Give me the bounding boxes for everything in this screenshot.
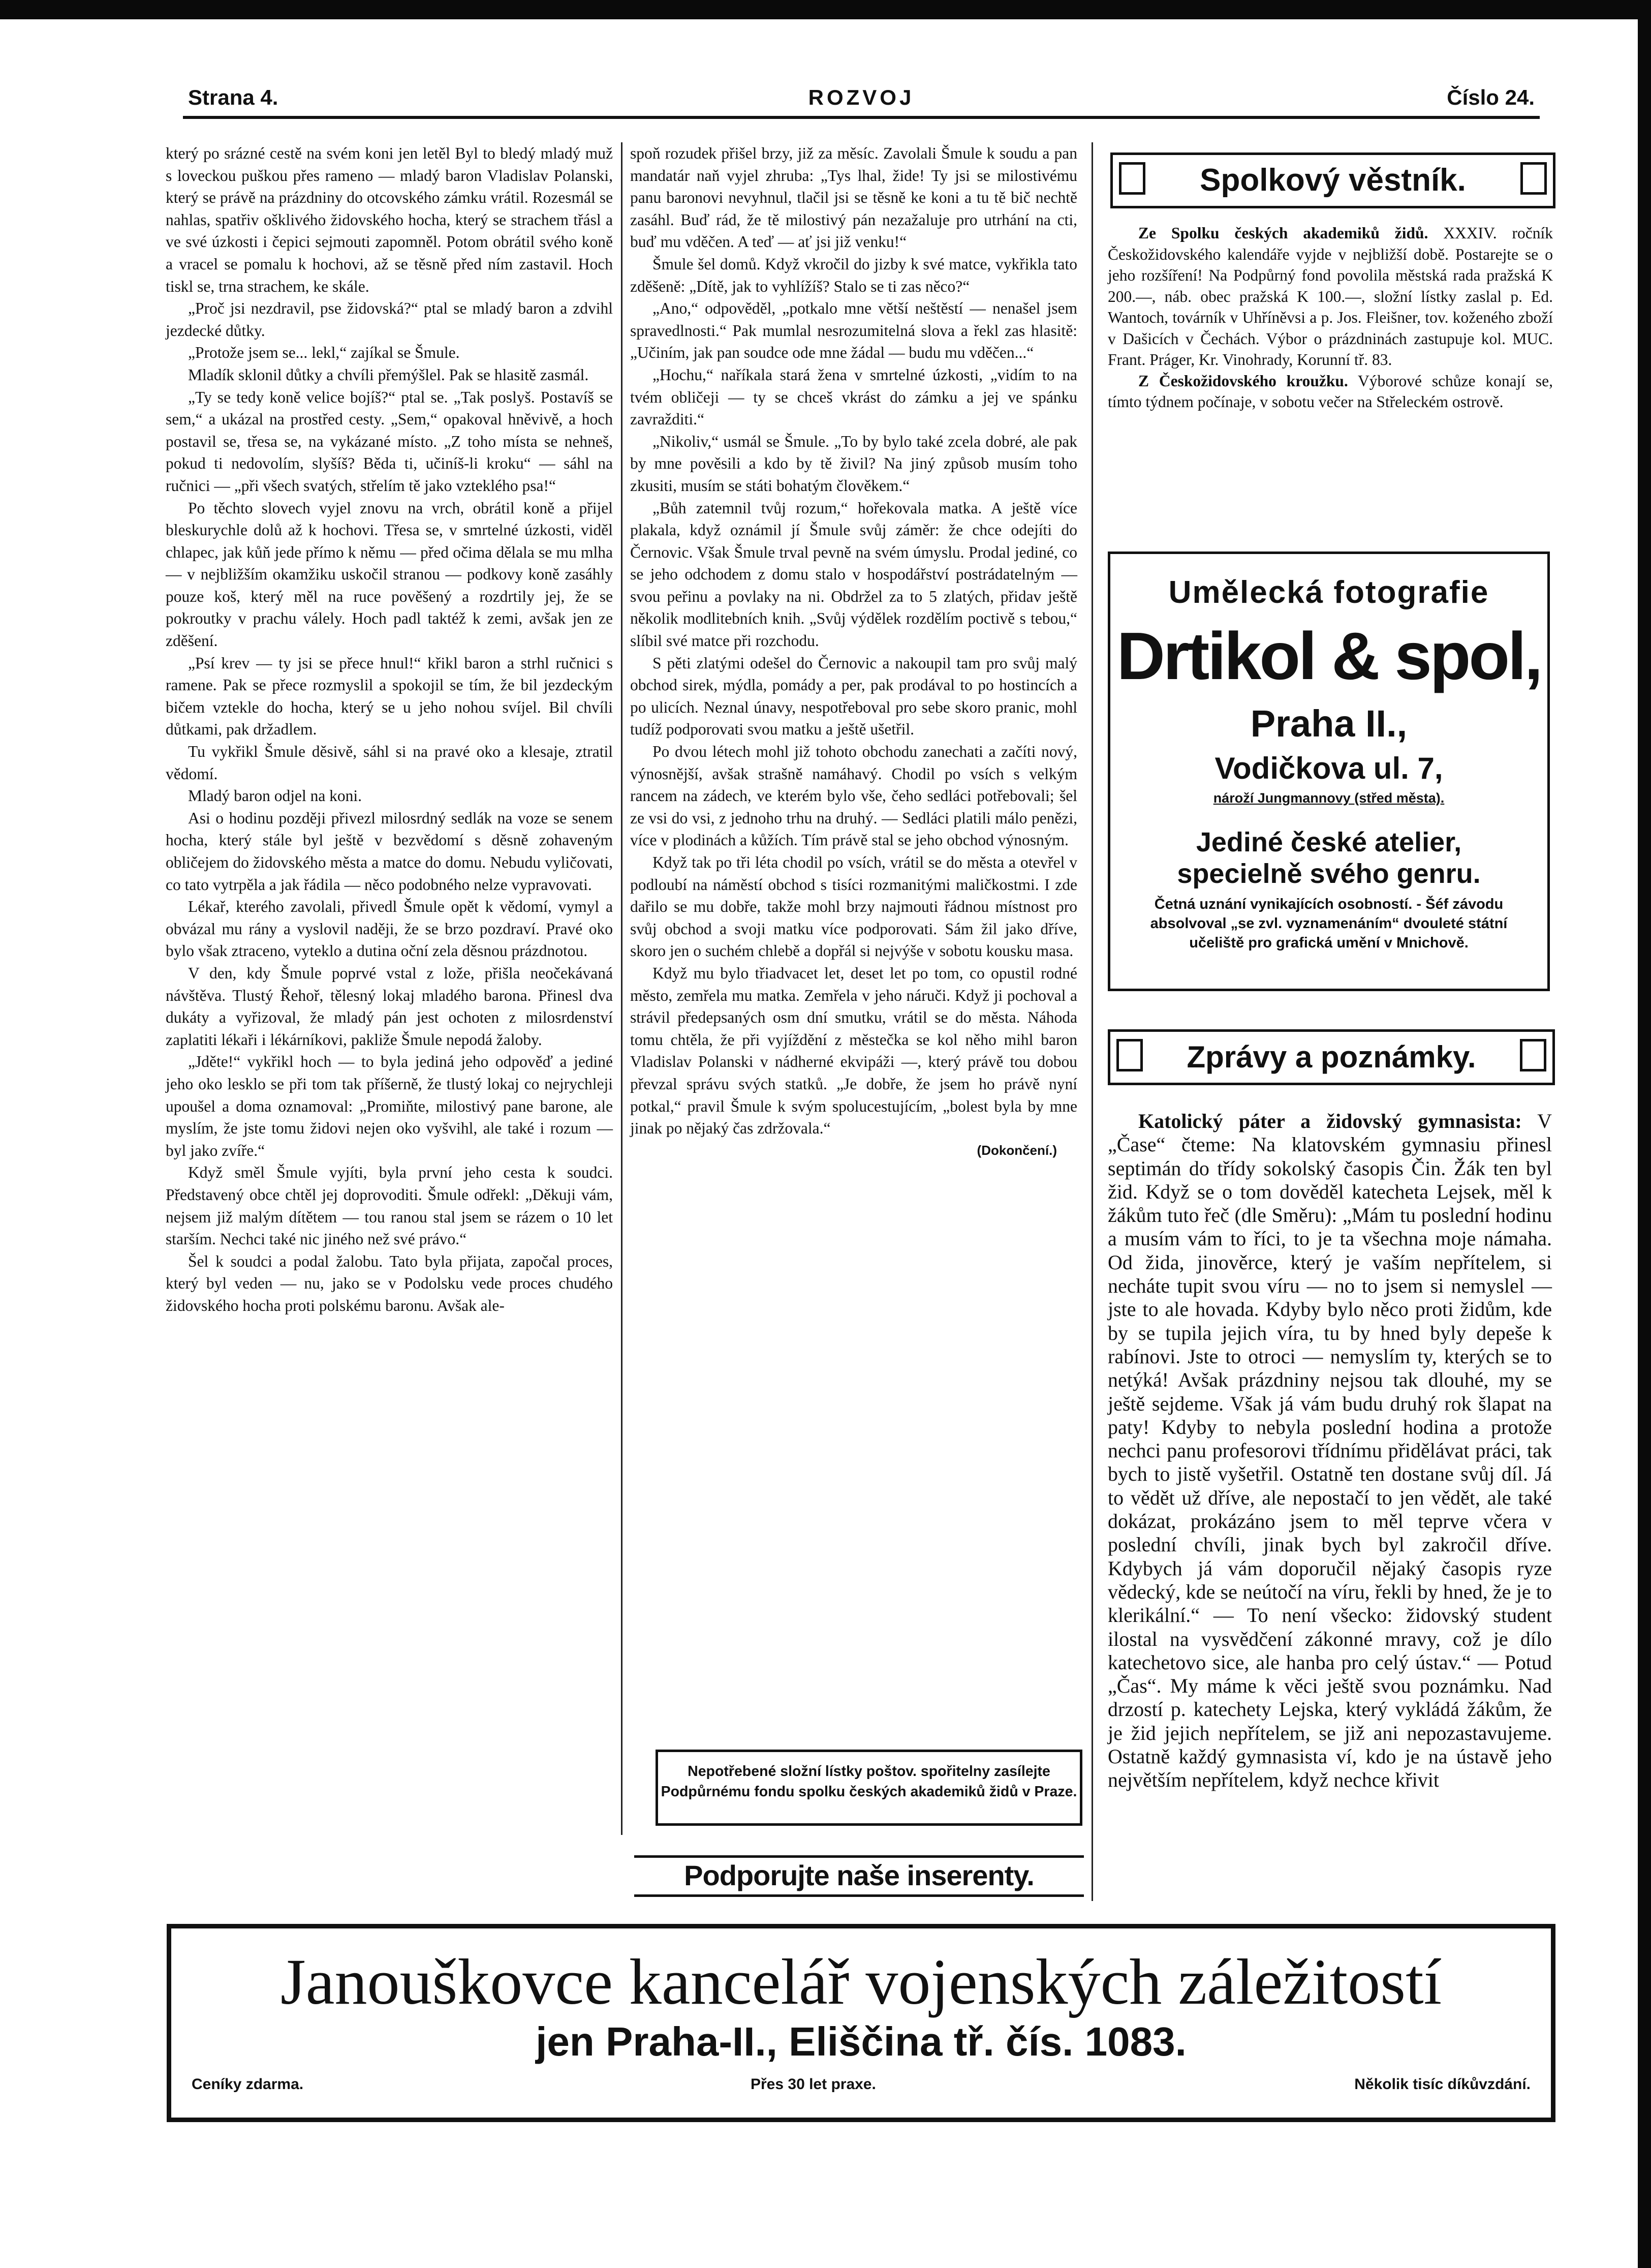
- photo-studio-ad: [1108, 551, 1550, 991]
- paragraph: „Hochu,“ naříkala stará žena v smrtelné úzkosti, „vidím to na tvém obličeji — ty se chceš vkrást do zámku a jej ve spánku zavražditi.“: [630, 365, 1077, 428]
- paragraph: „Bůh zatemnil tvůj rozum,“ hořekovala matka. A ještě více plakala, když oznámil jí Šmule svůj záměr: že chce odejíti do Černovic. Však Šmule trval pevně na svém úmyslu. Prodal jediné, co se jeho odchodem z domu stalo v hospodářství postrádatelným — svou peřinu a povlaky na ni. Obdržel za to 5 zlatých, přidav ještě několik modlitebních knih. „Svůj výdělek rozdělím poctivě s tebou,“ slíbil své matce při rozchodu.: [630, 499, 1077, 650]
- spolkovy-body: [1108, 223, 1553, 413]
- paragraph: Tu vykřikl Šmule děsivě, sáhl si na pravé oko a klesaje, ztratil vědomí.: [166, 743, 613, 783]
- ad-footer-left: Ceníky zdarma.: [192, 2076, 304, 2093]
- paragraph: S pěti zlatými odešel do Černovic a nakoupil tam pro svůj malý obchod sirek, mýdla, pomády a per, pak prodával to po hostincích a po ulicích. Neznal únavy, nespotřeboval pro sebe skoro pranic, mohl tudíž podporovati svou matku a ještě ušetřil.: [630, 654, 1077, 739]
- paragraph: „Ano,“ odpověděl, „potkalo mne větší neštěstí — nenašel jsem spravedlnosti.“ Pak mumlal nesrozumitelná slova a řekl zas hlasitě: „Učiním, jak pan soudce ode mne žádal — budu mu vděčen...“: [630, 299, 1077, 362]
- ad-footer-center: Přes 30 let praxe.: [751, 2076, 876, 2093]
- square-ornament-icon: [1119, 162, 1145, 195]
- fund-notice-box: Nepotřebené složní lístky poštov. spořitelny zasílejte Podpůrnému fondu spolku českých akademiků židů v Praze.: [656, 1750, 1082, 1826]
- spolkovy-title-box: [1110, 152, 1555, 208]
- notice-heading: Ze Spolku českých akademiků židů.: [1138, 224, 1428, 242]
- section-title: Spolkový věstník.: [1200, 163, 1466, 198]
- ad-line: Umělecká fotografie: [1168, 575, 1489, 610]
- article-text: V „Čase“ čteme: Na klatovském gymnasiu přinesl septimán do třídy sokolský časopis Čin. Žák ten byl žid. Když se o tom dověděl katecheta Lejsek, měl k žákům tuto řeč (dle Směru): „Mám tu poslední hodinu a musím vám to říci, to je ta všechna moje námaha. Od žida, jinověrce, který je vaším nepřítelem, si necháte tupit svou víru — no to jsem si nemyslel — jste to ale hovada. Kdyby bylo něco proti židům, kde by se tupila jejich víra, tu by hned byly depeše k rabínovi. Jste to otroci — nemyslím ty, kterých se to netýká! Avšak prázdniny nejsou tak dlouhé, my se ještě sejdeme. Však já vám budu druhý rok šlapat na paty! Kdyby to nebyla poslední hodina a protože nechci panu profesorovi třídnímu přidělávat práci, tak bych to jistě vyšetřil. Ostatně ten dostane svůj díl. Já to vědět už dříve, ale nepostačí to jen vědět, ale také dokázat, prokázáno jsem to měl teprve včera v poslední chvíli, jinak bych byl zakročil dříve. Kdybych já vám doporučil nějaký časopis ryze vědecký, kde se neútočí na víru, řekli by hned, že je to klerikální.“ — To není všecko: židovský student ilostal na vysvědčení zákonné mravy, což je dílo katechetovo sice, ale hanba pro celý ústav.“ — Potud „Čas“. My máme k věci ještě svou poznámku. Nad drzostí p. katechety Lejska, který vykládá žákům, že je žid jejich nepřítelem, se již ani nepozastavujeme. Ostatně každý gymnasista ví, kdo je na ústavě jeho největším nepřítelem, když nechce křivit: [1108, 1110, 1552, 1792]
- story-column-2: [630, 142, 1077, 1161]
- paragraph: spoň rozudek přišel brzy, již za měsíc. Zavolali Šmule k soudu a pan mandatár naň vyjel zhruba: „Tys lhal, žide! Ty jsi se milostivému panu baronovi nevyhnul, tlačil jsi se těsně ke koni a tu tě bič nechtě zasáhl. Buď rád, že tě milostivý pán nezažaluje pro utrhání na cti, buď mu vděčen. A teď — ať jsi již venku!“: [630, 144, 1077, 251]
- paragraph: V den, kdy Šmule poprvé vstal z lože, přišla neočekávaná návštěva. Tlustý Řehoř, tělesný lokaj mladého barona. Přinesl dva dukáty a vyřizoval, že mladý pán jest ochoten z milosrdenství zaplatiti lékaři i lékárníkovi, pakliže Šmule nepodá žaloby.: [166, 964, 613, 1049]
- paragraph: „Protože jsem se... lekl,“ zajíkal se Šmule.: [188, 344, 460, 362]
- square-ornament-icon: [1520, 1039, 1546, 1071]
- notice-heading: Z Českožidovského kroužku.: [1138, 372, 1348, 390]
- paragraph: Šmule šel domů. Když vkročil do jizby k své matce, vykřikla tato zděšeně: „Dítě, jak to vyhlížíš? Stalo se ti zas něco?“: [630, 255, 1077, 295]
- ad-line: Vodičkova ul. 7,: [1214, 751, 1443, 785]
- ad-studio-name: Drtikol & spol,: [1116, 619, 1541, 693]
- ad-line: Jediné české atelier,: [1196, 827, 1462, 857]
- column-divider: [621, 142, 622, 1835]
- square-ornament-icon: [1116, 1039, 1143, 1071]
- story-column-1: [166, 142, 613, 1316]
- paragraph: který po srázné cestě na svém koni jen letěl Byl to bledý mladý muž s loveckou puškou přes rameno — mladý baron Vladislav Polanski, který se právě na prázdniny do otcovského zámku vrátil. Rozesmál se nahlas, spatřiv ošklivého židovského hocha, který se strachem třásl a ve své úzkosti i čepici sejmouti zapomněl. Potom obrátil svého koně a vracel se pomalu k hochovi, až se těsně před ním zastavil. Hoch tiskl se, trna strachem, ke skále.: [166, 144, 613, 295]
- paragraph: Když tak po tři léta chodil po vsích, vrátil se do města a otevřel v podloubí na náměstí obchod s tisíci rozmanitými maličkostmi. I zde dařilo se mu dobře, takže mohl brzy najmouti řádnou místnost pro svůj obchod a svoji matku více podporovati. Sám žil jako dříve, skoro jen o suchém chlebě a dopřál si nejvýše v sobotu kousku masa.: [630, 853, 1077, 960]
- paragraph: Šel k soudci a podal žalobu. Tato byla přijata, započal proces, který byl veden — nu, jako se v Podolsku vede proces chudého židovského hocha proti polskému baronu. Avšak ale-: [166, 1252, 613, 1314]
- notice-text: Výborové schůze konají se, tímto týdnem počínaje, v sobotu večer na Střeleckém ostrově.: [1108, 372, 1553, 411]
- page-header: [188, 85, 1535, 116]
- paragraph: Když směl Šmule vyjíti, byla první jeho cesta k soudci. Představený obce chtěl jej doprovoditi. Šmule odřekl: „Děkuji vám, nejsem již malým dítětem — tou ranou stal jsem se rázem o 10 let starším. Nechci také nic jiného než své právo.“: [166, 1163, 613, 1248]
- paragraph: Po těchto slovech vyjel znovu na vrch, obrátil koně a přijel bleskurychle dolů až k hochovi. Třesa se, v smrtelné úzkosti, viděl chlapec, jak kůň jede přímo k němu — před očima dělala se mu mlha — v nejbližším okamžiku uskočil stranou — podkovy koně zasáhly pouze koš, který měl na ruce pověšený a rozdrtily jej, že se pokroutky v prachu válely. Hoch padl taktéž k zemi, avšak jen ze zděšení.: [166, 499, 613, 650]
- notice-text: XXXIV. ročník Českožidovského kalendáře vyjde v nejbližší době. Postarejte se o jeho rozšíření! Na Podpůrný fond povolila městská rada pražská K 200.—, náb. obec pražská K 100.—, složní lístky zaslal p. Ed. Wantoch, továrník v Uhříněvsi a p. Jos. Fleišner, tov. koženého zboží v Dašicích v Čechách. Výbor o prázdninách zastupuje kol. MUC. Frant. Práger, Kr. Vinohrady, Korunní tř. 83.: [1108, 224, 1553, 369]
- ad-line: nároží Jungmannovy (střed města).: [1213, 790, 1445, 806]
- ad-line: Četná uznání vynikajících osobností. - Šéf závodu absolvoval „se zvl. vyznamenáním“ dvouleté státní učeliště pro grafická umění v Mnichově.: [1150, 896, 1508, 951]
- ad-line: specielně svého genru.: [1177, 859, 1481, 889]
- paragraph: Mladý baron odjel na koni.: [188, 787, 362, 805]
- paragraph: Asi o hodinu později přivezl milosrdný sedlák na voze se senem hocha, který stále byl ještě v bezvědomí s děsně zohaveným obličejem do židovského města a matce do domu. Nebudu vyličovati, co tato vytrpěla a jak řádila — něco podobného nelze vypravovati.: [166, 809, 613, 894]
- page-number: Strana 4.: [188, 85, 278, 109]
- paragraph: Lékař, kterého zavolali, přivedl Šmule opět k vědomí, vymyl a obvázal mu rány a vyslovil naději, že se brzo pozdraví. Pravé oko bylo však ztraceno, vyteklo a dutina oční zela děsnou prázdnotou.: [166, 898, 613, 960]
- military-office-ad: [167, 1924, 1555, 2122]
- scan-edge-top: [0, 0, 1651, 19]
- newspaper-title: ROZVOJ: [808, 85, 915, 109]
- ad-headline: Janouškovce kancelář vojenských záležitostí: [280, 1946, 1442, 2018]
- paragraph: Po dvou létech mohl již tohoto obchodu zanechati a začíti nový, výnosnější, avšak strašně namáhavý. Chodil po vsích s velkým rancem na zádech, ve kterém bylo vše, čeho sedláci potřebovali; šel ze vsi do vsi, z jednoho trhu na druhý. — Sedláci platili málo penězi, více v plodinách a kůžích. Tím právě stal se jeho obchod výnosným.: [630, 743, 1077, 849]
- paragraph: „Jděte!“ vykřikl hoch — to byla jediná jeho odpověď a jediné jeho oko lesklo se při tom tak příšerně, že tlustý lokaj co nejrychleji upoušel a doma oznamoval: „Promiňte, milostivý pane barone, ale myslím, že jste tomu židovi nejen oko vyšvihl, ale také i rozum — byl jako zvíře.“: [166, 1053, 613, 1159]
- support-advertisers-banner: Podporujte naše inserenty.: [634, 1855, 1084, 1897]
- ad-line: Praha II.,: [1250, 702, 1408, 745]
- ad-footer-right: Několik tisíc díkůvzdání.: [1354, 2076, 1531, 2093]
- section-title: Zprávy a poznámky.: [1187, 1040, 1476, 1074]
- zpravy-article: [1108, 1110, 1552, 1792]
- column-divider: [1092, 142, 1093, 1901]
- paragraph: „Ty se tedy koně velice bojíš?“ ptal se. „Tak poslyš. Postavíš se sem,“ a ukázal na prostřed cesty. „Sem,“ opakoval hněvivě, a hoch postavil se, třesa se, na vykázané místo. „Z toho místa se nehneš, pokud ti nedovolím, slyšíš? Běda ti, učiníš-li kroku“ — sáhl na ručnici — „při všech svatých, střelím tě jako vzteklého psa!“: [166, 388, 613, 495]
- paragraph: Když mu bylo třiadvacet let, deset let po tom, co opustil rodné město, zemřela mu matka. Zemřela v jeho náruči. Když ji pochoval a strávil předepsaných osm dní smutku, vrátil se do města. Náhoda tomu chtěla, že při vyjíždění z městečka se kol něho mihl baron Vladislav Polanski v nádherné ekvipáži —, který právě tou dobou převzal správu svých statků. „Je dobře, že jsem ho právě nyní potkal,“ pravil Šmule k svým spolucestujícím, „bolest byla by mne jinak po nějaký čas zdržovala.“: [630, 964, 1077, 1138]
- zpravy-title-box: [1108, 1029, 1555, 1085]
- notice-paragraph: [1108, 223, 1553, 371]
- article-paragraph: [1108, 1110, 1552, 1792]
- continued-note: (Dokončení.): [977, 1142, 1057, 1158]
- article-heading: Katolický páter a židovský gymnasista:: [1138, 1110, 1522, 1132]
- paragraph: „Nikoliv,“ usmál se Šmule. „To by bylo také zcela dobré, ale pak by mne pověsili a kdo by tě živil? Na jiný způsob musím toho zkusiti, musím se státi bohatým člověkem.“: [630, 432, 1077, 495]
- issue-number: Číslo 24.: [1447, 85, 1535, 109]
- notice-paragraph: [1108, 371, 1553, 413]
- scan-edge-right: [1638, 0, 1651, 2268]
- square-ornament-icon: [1520, 162, 1547, 195]
- header-rule: [183, 116, 1540, 119]
- paragraph: „Psí krev — ty jsi se přece hnul!“ křikl baron a strhl ručnici s ramene. Pak se přece rozmyslil a spokojil se tím, že bil jezdeckým bičem vztekle do hocha, který se u jeho nohou svíjel. Bil chvíli důtkami, pak držadlem.: [166, 654, 613, 739]
- paragraph: Mladík sklonil důtky a chvíli přemýšlel. Pak se hlasitě zasmál.: [188, 365, 589, 384]
- ad-address: jen Praha-II., Eliščina tř. čís. 1083.: [536, 2019, 1187, 2064]
- paragraph: „Proč jsi nezdravil, pse židovská?“ ptal se mladý baron a zdvihl jezdecké důtky.: [166, 299, 613, 340]
